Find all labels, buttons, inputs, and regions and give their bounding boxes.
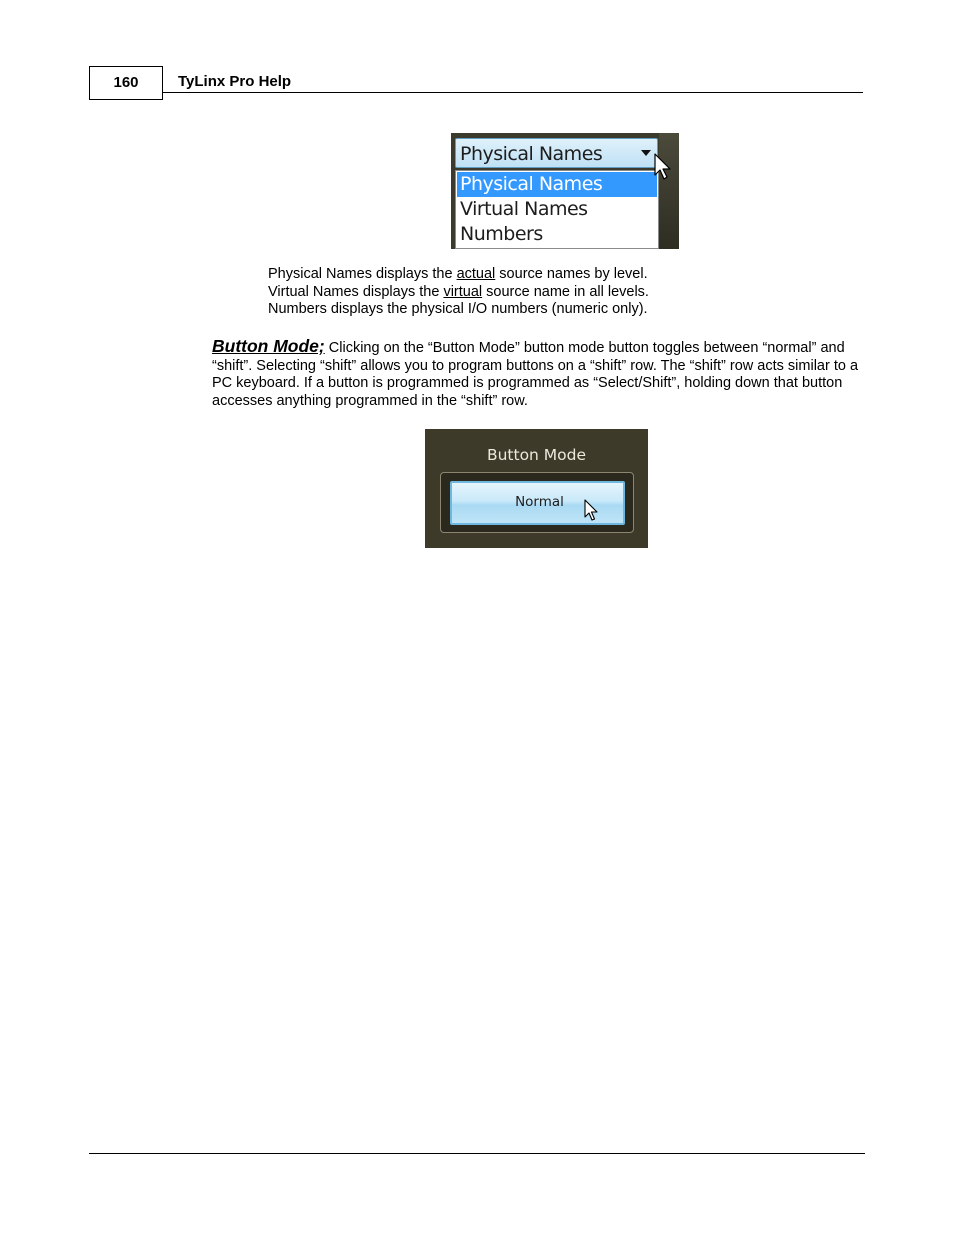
option-numbers[interactable]: Numbers [460, 223, 543, 245]
name-mode-descriptions [268, 266, 649, 319]
dropdown-selected-value: Physical Names [460, 143, 603, 165]
option-physical-names[interactable]: Physical Names [457, 172, 657, 197]
footer-divider [89, 1153, 865, 1154]
button-mode-label: Normal [515, 494, 564, 510]
button-mode-title: Button Mode [486, 446, 587, 464]
header-divider [163, 92, 863, 93]
option-virtual-names[interactable]: Virtual Names [460, 198, 588, 220]
description-virtual-names: Virtual Names displays the virtual source name in all levels. [268, 283, 649, 300]
description-physical-names: Physical Names displays the actual source names by level. [268, 266, 648, 282]
mouse-pointer-icon [583, 499, 599, 523]
button-mode-toggle-button[interactable] [450, 481, 625, 525]
chevron-down-icon[interactable] [641, 150, 651, 156]
page-number: 160 [89, 66, 163, 100]
button-mode-screenshot [425, 429, 648, 548]
dropdown-options-list [455, 170, 659, 249]
mouse-pointer-icon [653, 153, 673, 183]
header-title: TyLinx Pro Help [178, 73, 292, 90]
button-mode-heading: Button Mode; [212, 336, 325, 356]
button-mode-frame [440, 472, 634, 533]
description-numbers: Numbers displays the physical I/O numbers (numeric only). [268, 301, 648, 318]
button-mode-body: Clicking on the “Button Mode” button mode button toggles between “normal” and “shift”. Selecting “shift” allows you to program buttons on a “shift” row. The “shift” row acts similar to a PC keyboard. If a button is programmed is programmed as “Select/Shift”, holding down that button accesses anything programmed in the “shift” row. [212, 340, 859, 409]
button-mode-paragraph [212, 338, 862, 410]
name-mode-dropdown[interactable] [455, 138, 658, 168]
window-edge [659, 133, 679, 249]
dropdown-screenshot [451, 133, 679, 249]
